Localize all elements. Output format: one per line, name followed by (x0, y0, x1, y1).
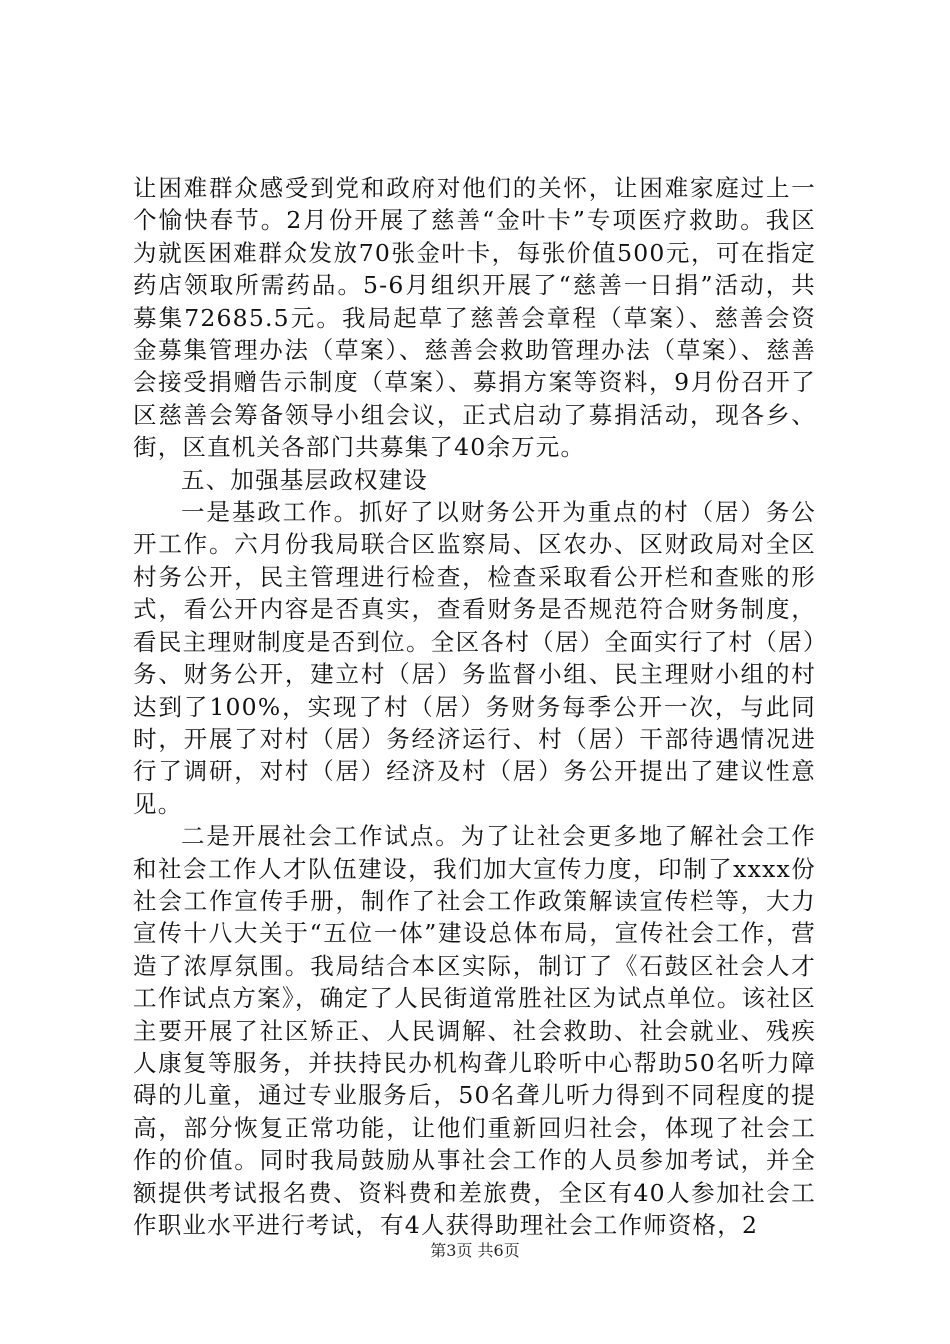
paragraph-village-affairs: 一是基政工作。抓好了以财务公开为重点的村（居）务公开工作。六月份我局联合区监察局、区农办、区财政局对全区村务公开，民主管理进行检查，检查采取看公开栏和查账的形式，看公开内容是否真实，查看财务是否规范符合财务制度，看民主理财制度是否到位。全区各村（居）全面实行了村（居）务、财务公开，建立村（居）务监督小组、民主理财小组的村达到了100%，实现了村（居）务财务每季公开一次，与此同时，开展了对村（居）务经济运行、村（居）干部待遇情况进行了调研，对村（居）经济及村（居）务公开提出了建议性意见。 (133, 498, 816, 818)
page-footer: 第3页 共6页 (430, 1241, 520, 1260)
paragraph-charity: 让困难群众感受到党和政府对他们的关怀，让困难家庭过上一个愉快春节。2月份开展了慈善“金叶卡”专项医疗救助。我区为就医困难群众发放70张金叶卡，每张价值500元，可在指定药店领取所需药品。5-6月组织开展了“慈善一日捐”活动，共募集72685.5元。我局起草了慈善会章程（草案）、慈善会资金募集管理办法（草案）、慈善会救助管理办法（草案）、慈善会接受捐赠告示制度（草案）、募捐方案等资料，9月份召开了区慈善会筹备领导小组会议，正式启动了募捐活动，现各乡、街，区直机关各部门共募集了40余万元。 (133, 174, 816, 462)
section-heading-grassroots: 五、加强基层政权建设 (181, 465, 428, 494)
document-body (133, 172, 816, 1241)
paragraph-social-work-pilot: 二是开展社会工作试点。为了让社会更多地了解社会工作和社会工作人才队伍建设，我们加大宣传力度，印制了xxxx份社会工作宣传手册，制作了社会工作政策解读宣传栏等，大力宣传十八大关于“五位一体”建设总体布局，宣传社会工作，营造了浓厚氛围。我局结合本区实际，制订了《石鼓区社会人才工作试点方案》，确定了人民街道常胜社区为试点单位。该社区主要开展了社区矫正、人民调解、社会救助、社会就业、残疾人康复等服务，并扶持民办机构聋儿聆听中心帮助50名听力障碍的儿童，通过专业服务后，50名聋儿听力得到不同程度的提高，部分恢复正常功能，让他们重新回归社会，体现了社会工作的价值。同时我局鼓励从事社会工作的人员参加考试，并全额提供考试报名费、资料费和差旅费，全区有40人参加社会工作职业水平进行考试，有4人获得助理社会工作师资格，2 (133, 822, 816, 1239)
